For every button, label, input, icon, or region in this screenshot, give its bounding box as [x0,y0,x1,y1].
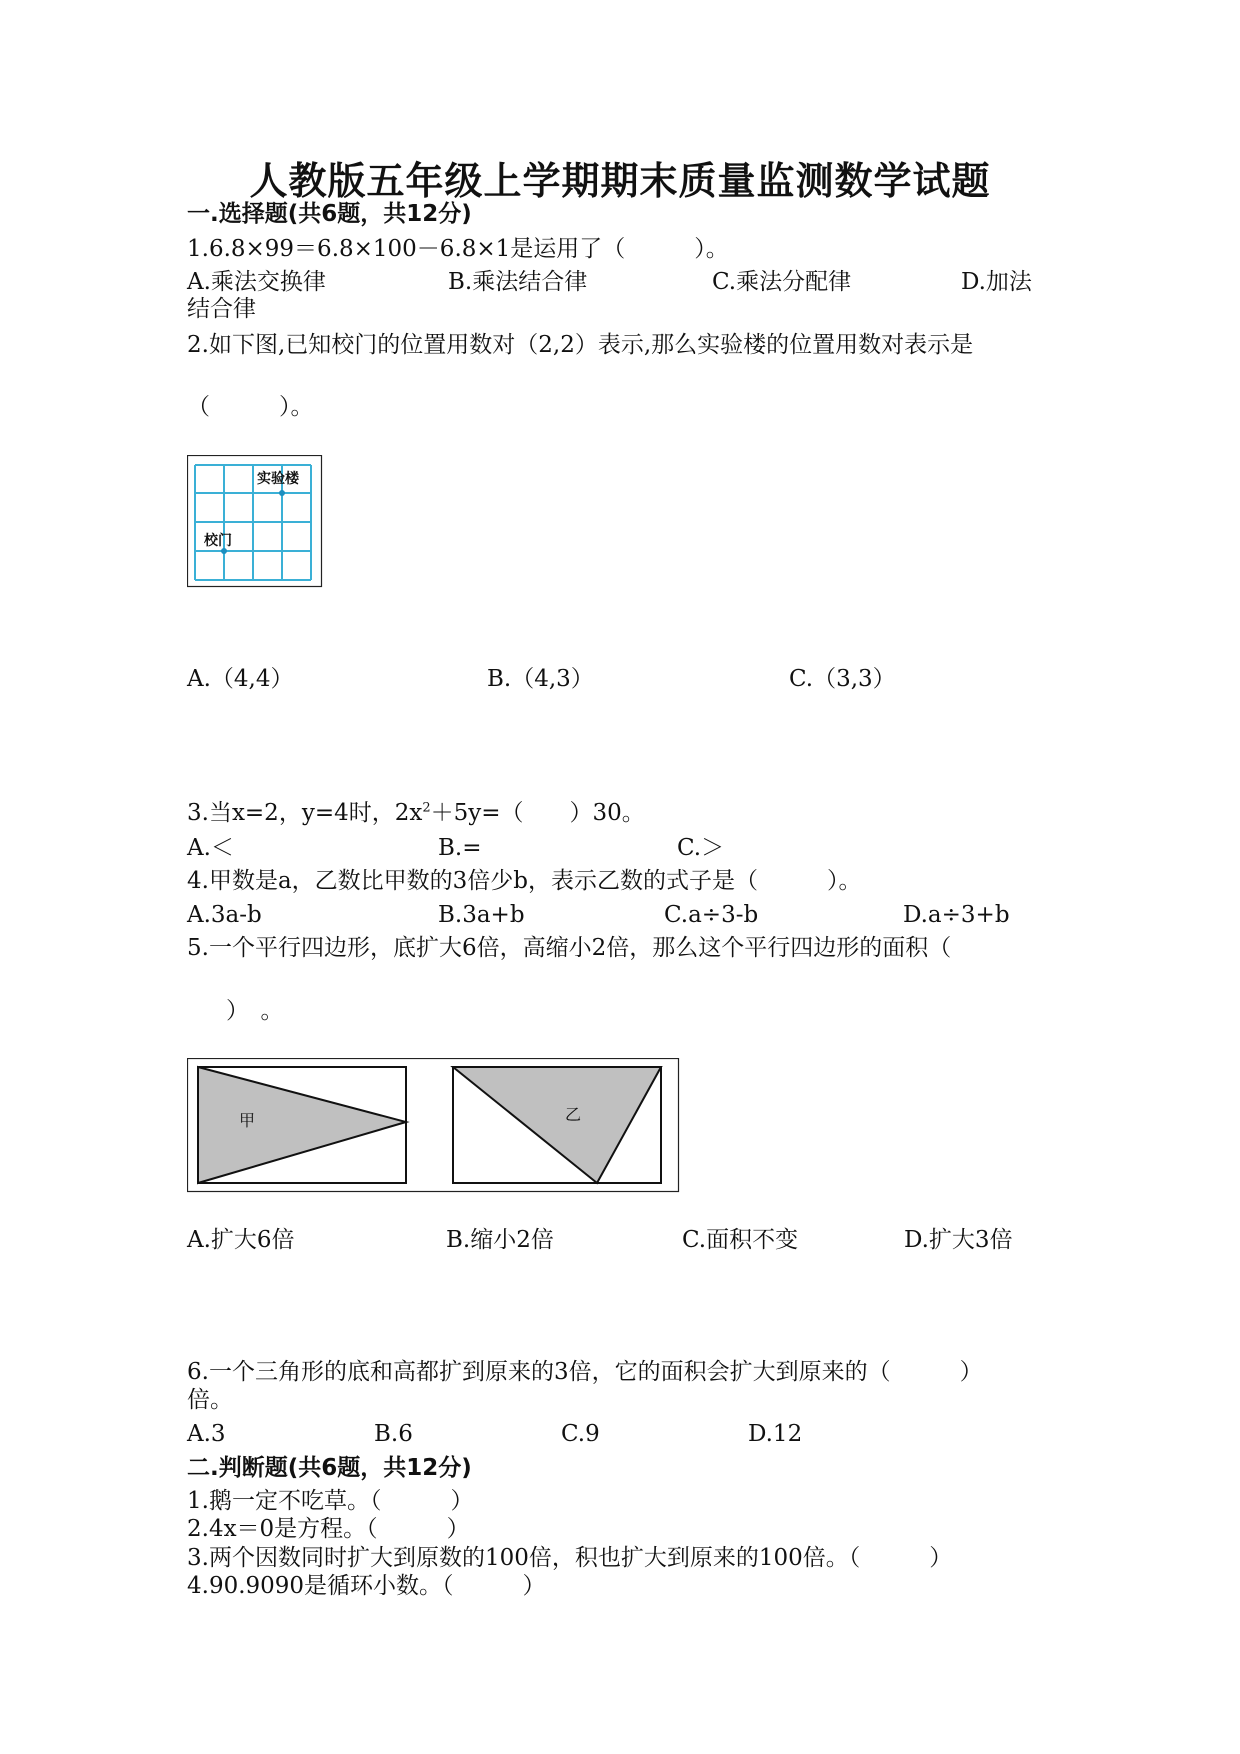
section-heading-choice: 一.选择题(共6题，共12分) [187,201,472,227]
judgment-item-1: 1.鹅一定不吃草。（ ） [187,1488,474,1514]
question-2-blank: （ ）。 [187,394,314,420]
question-2-option-a[interactable]: A.（4,4） [187,666,294,692]
question-4-option-d[interactable]: D.a÷3+b [903,902,1010,928]
question-2-grid-figure [187,455,323,588]
grid-label-gate: 校门 [204,533,232,549]
question-1-stem: 1.6.8×99＝6.8×100－6.8×1是运用了（ ）。 [187,236,729,262]
judgment-item-4: 4.90.9090是循环小数。（ ） [187,1573,546,1599]
question-4-stem: 4.甲数是a，乙数比甲数的3倍少b，表示乙数的式子是（ ）。 [187,868,862,894]
question-5-option-a[interactable]: A.扩大6倍 [187,1227,295,1253]
question-6-stem: 6.一个三角形的底和高都扩到原来的3倍，它的面积会扩大到原来的（ ） [187,1359,983,1385]
question-5-stem: 5.一个平行四边形，底扩大6倍，高缩小2倍，那么这个平行四边形的面积（ [187,935,952,961]
question-2-stem: 2.如下图,已知校门的位置用数对（2,2）表示,那么实验楼的位置用数对表示是 [187,332,974,358]
question-6-option-a[interactable]: A.3 [187,1421,226,1447]
question-4-option-a[interactable]: A.3a-b [187,902,262,928]
question-3-option-b[interactable]: B.= [438,835,482,861]
question-1-option-a[interactable]: A.乘法交换律 [187,269,326,295]
question-2-option-c[interactable]: C.（3,3） [789,666,896,692]
question-6-option-d[interactable]: D.12 [748,1421,803,1447]
question-5-option-b[interactable]: B.缩小2倍 [446,1227,554,1253]
question-3-option-a[interactable]: A.＜ [187,835,234,861]
question-5-option-c[interactable]: C.面积不变 [682,1227,799,1253]
question-6-option-c[interactable]: C.9 [561,1421,600,1447]
triangle-label-jia: 甲 [239,1111,256,1130]
question-5-blank: ） 。 [226,998,284,1024]
section-heading-judgment: 二.判断题(共6题，共12分) [187,1455,472,1481]
question-6-option-b[interactable]: B.6 [374,1421,413,1447]
question-5-triangle-figure [187,1058,680,1194]
question-1-option-c[interactable]: C.乘法分配律 [712,269,852,295]
question-6-stem-continued: 倍。 [187,1387,233,1413]
question-1-option-d[interactable]: D.加法 [961,269,1032,295]
question-5-option-d[interactable]: D.扩大3倍 [904,1227,1013,1253]
page-title: 人教版五年级上学期期末质量监测数学试题 [249,158,991,203]
question-3-stem: 3.当x=2，y=4时，$2x^2+5y=$（ ）30。 [187,800,645,826]
question-4-option-b[interactable]: B.3a+b [438,902,525,928]
triangle-label-yi: 乙 [565,1105,582,1124]
question-2-option-b[interactable]: B.（4,3） [487,666,594,692]
question-4-option-c[interactable]: C.a÷3-b [664,902,759,928]
judgment-item-3: 3.两个因数同时扩大到原数的100倍，积也扩大到原来的100倍。（ ） [187,1545,953,1571]
question-1-option-d-continued: 结合律 [187,296,256,322]
grid-label-lab: 实验楼 [257,471,299,487]
judgment-item-2: 2.4x＝0是方程。（ ） [187,1516,470,1542]
question-3-option-c[interactable]: C.＞ [677,835,725,861]
question-1-option-b[interactable]: B.乘法结合律 [448,269,588,295]
